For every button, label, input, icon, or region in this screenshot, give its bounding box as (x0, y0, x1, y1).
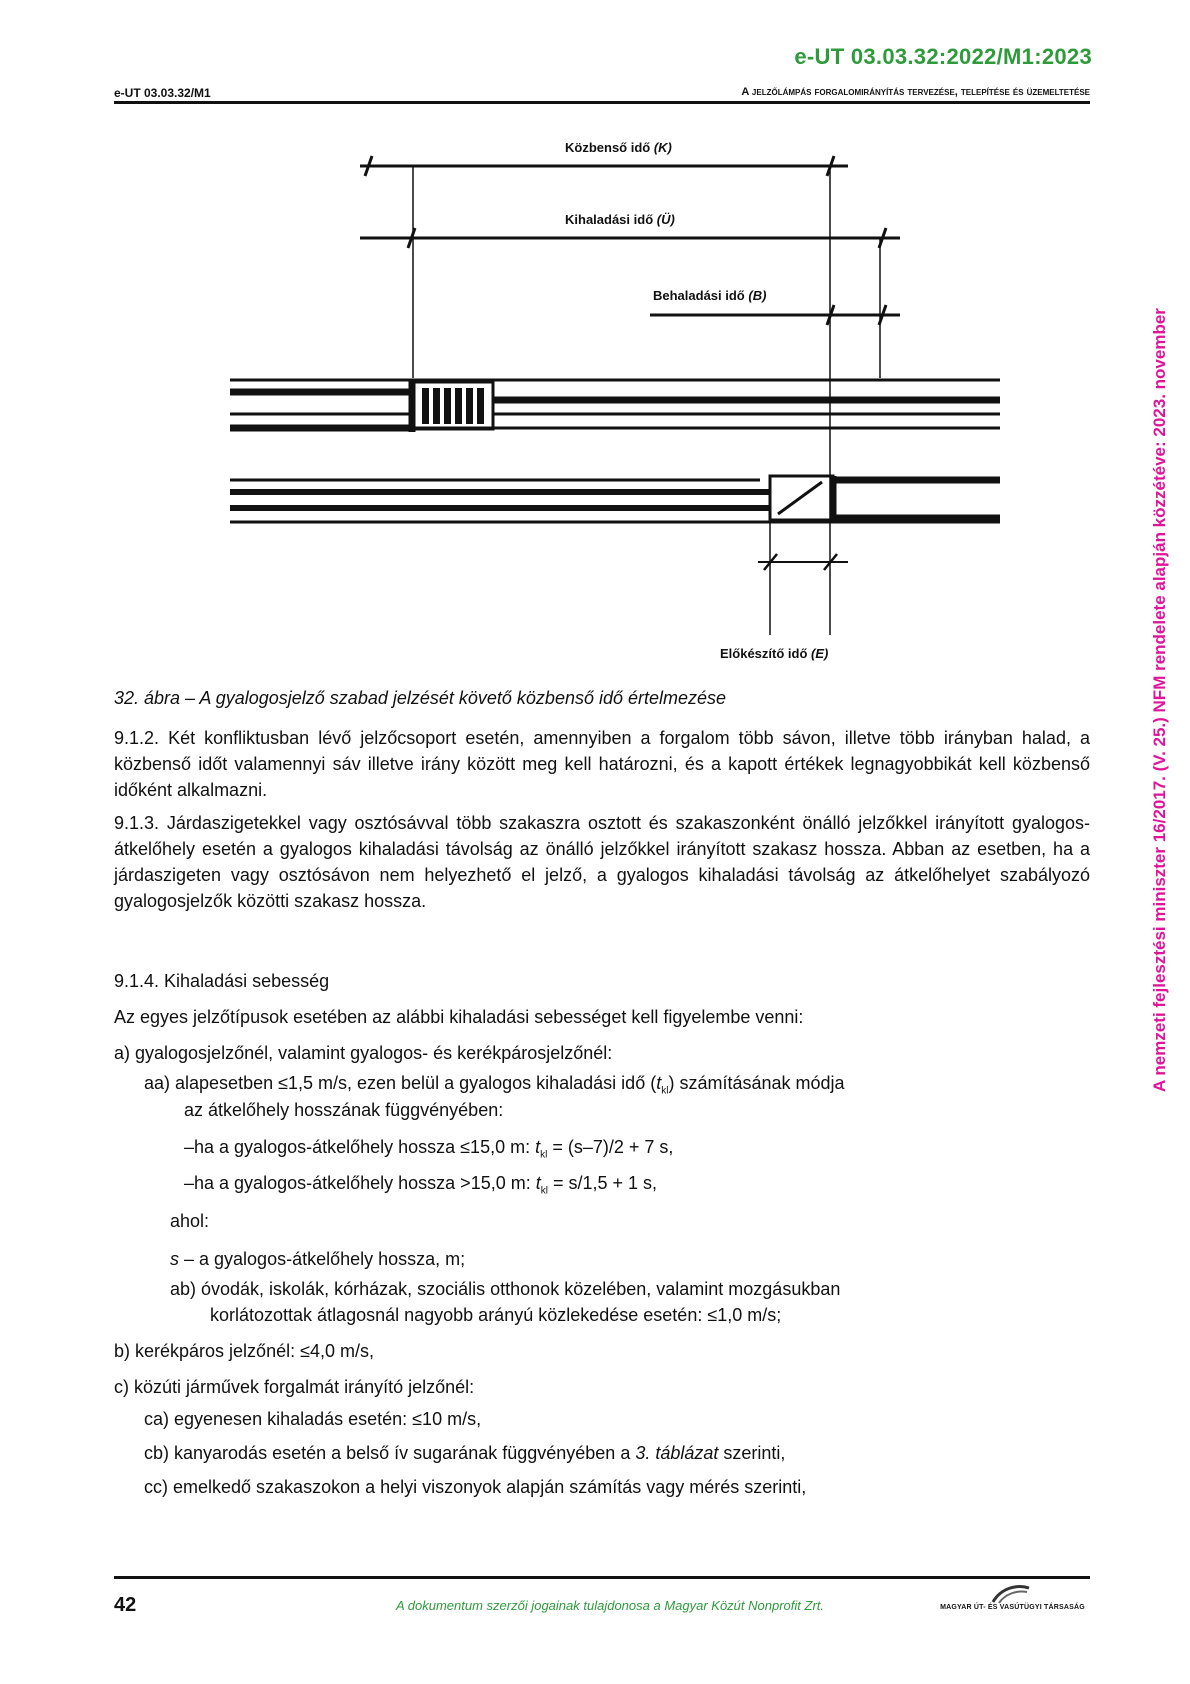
formula-2: –ha a gyalogos-átkelőhely hossza >15,0 m: $t_{kl} = s/1,5 + 1$ s, (184, 1173, 658, 1197)
document-id: e-UT 03.03.32:2022/M1:2023 (794, 44, 1092, 69)
page-number: 42 (114, 1594, 137, 1616)
header-left: e-UT 03.03.32/M1 (114, 86, 211, 100)
header-right: A jelzőlámpás forgalomirányítás tervezése, telepítése és üzemeltetése (741, 86, 1090, 98)
label-e: Előkészítő idő (E) (720, 646, 829, 661)
paragraph-9-1-2: 9.1.2. Két konfliktusban lévő jelzőcsoport esetén, amennyiben a forgalom több sávon, illetve több irányban halad, a közbenső időt valamennyi sáv illetve irány között meg kell határozni, és a kapott értékek legnagyobbikát kell közbenső időként alkalmazni. (114, 728, 1090, 800)
list-item-b: b) kerékpáros jelzőnél: ≤4,0 m/s, (114, 1341, 374, 1361)
logo-text: MAGYAR ÚT- ÉS VASÚTÜGYI TÁRSASÁG (940, 1604, 1085, 1611)
side-note-text: A nemzeti fejlesztési miniszter 16/2017. (V. 25.) NFM rendelete alapján közzétéve: 2023. november (1150, 308, 1169, 1092)
label-k: Közbenső idő (K) (565, 140, 672, 155)
figure-32-diagram (200, 130, 1020, 670)
list-item-aa: aa) alapesetben ≤1,5 m/s, ezen belül a gyalogos kihaladási idő $(t_{kl})$ számításának módja (144, 1073, 845, 1097)
stop-zone-diagonal (778, 482, 822, 514)
list-item-aa-cont: az átkelőhely hosszának függvényében: (184, 1100, 504, 1120)
label-b: Behaladási idő (B) (653, 288, 767, 303)
list-item-a: a) gyalogosjelzőnél, valamint gyalogos- és kerékpárosjelzőnél: (114, 1043, 613, 1063)
crosswalk-stripes (422, 388, 484, 424)
variable-definition: s – a gyalogos-átkelőhely hossza, m; (170, 1249, 466, 1269)
list-item-cc: cc) emelkedő szakaszokon a helyi viszonyok alapján számítás vagy mérés szerinti, (144, 1477, 807, 1497)
where-label: ahol: (170, 1211, 210, 1231)
list-item-cb: cb) kanyarodás esetén a belső ív sugarának függvényében a 3. táblázat szerinti, (144, 1443, 786, 1463)
formula-1: –ha a gyalogos-átkelőhely hossza ≤15,0 m: $t_{kl} = (s-7)/2 + 7$ s, (184, 1137, 674, 1161)
header-rule (114, 101, 1090, 104)
publisher-logo (935, 1582, 1090, 1622)
footer-rule (114, 1576, 1090, 1579)
road-swoosh-icon (991, 1582, 1031, 1604)
paragraph-9-1-3: 9.1.3. Járdaszigetekkel vagy osztósávval több szakaszra osztott és szakaszonként önálló jelzőkkel irányított gyalogos-átkelőhely esetén a gyalogos kihaladási távolság az önálló jelzőkkel irányított szakasz hossza. Abban az esetben, ha a járdaszigeten vagy osztósávon nem helyezhető el jelző, a gyalogos kihaladási távolság az átkelőhelyet szabályozó gyalogosjelzők közötti szakasz hossza. (114, 813, 1090, 911)
figure-caption: 32. ábra – A gyalogosjelző szabad jelzését követő közbenső idő értelmezése (114, 688, 727, 708)
list-item-ca: ca) egyenesen kihaladás esetén: ≤10 m/s, (144, 1409, 482, 1429)
list-item-ab-cont: korlátozottak átlagosnál nagyobb arányú közlekedése esetén: ≤1,0 m/s; (210, 1305, 782, 1325)
list-item-ab: ab) óvodák, iskolák, kórházak, szociális otthonok közelében, valamint mozgásukban (170, 1279, 841, 1299)
section-intro: Az egyes jelzőtípusok esetében az alábbi kihaladási sebességet kell figyelembe venni: (114, 1007, 804, 1027)
list-item-c: c) közúti járművek forgalmát irányító jelzőnél: (114, 1377, 475, 1397)
section-heading-9-1-4: 9.1.4. Kihaladási sebesség (114, 971, 330, 991)
label-u: Kihaladási idő (Ü) (565, 212, 675, 227)
publication-side-note (1150, 166, 1172, 1092)
footer-copyright: A dokumentum szerzői jogainak tulajdonosa a Magyar Közút Nonprofit Zrt. (395, 1598, 824, 1613)
